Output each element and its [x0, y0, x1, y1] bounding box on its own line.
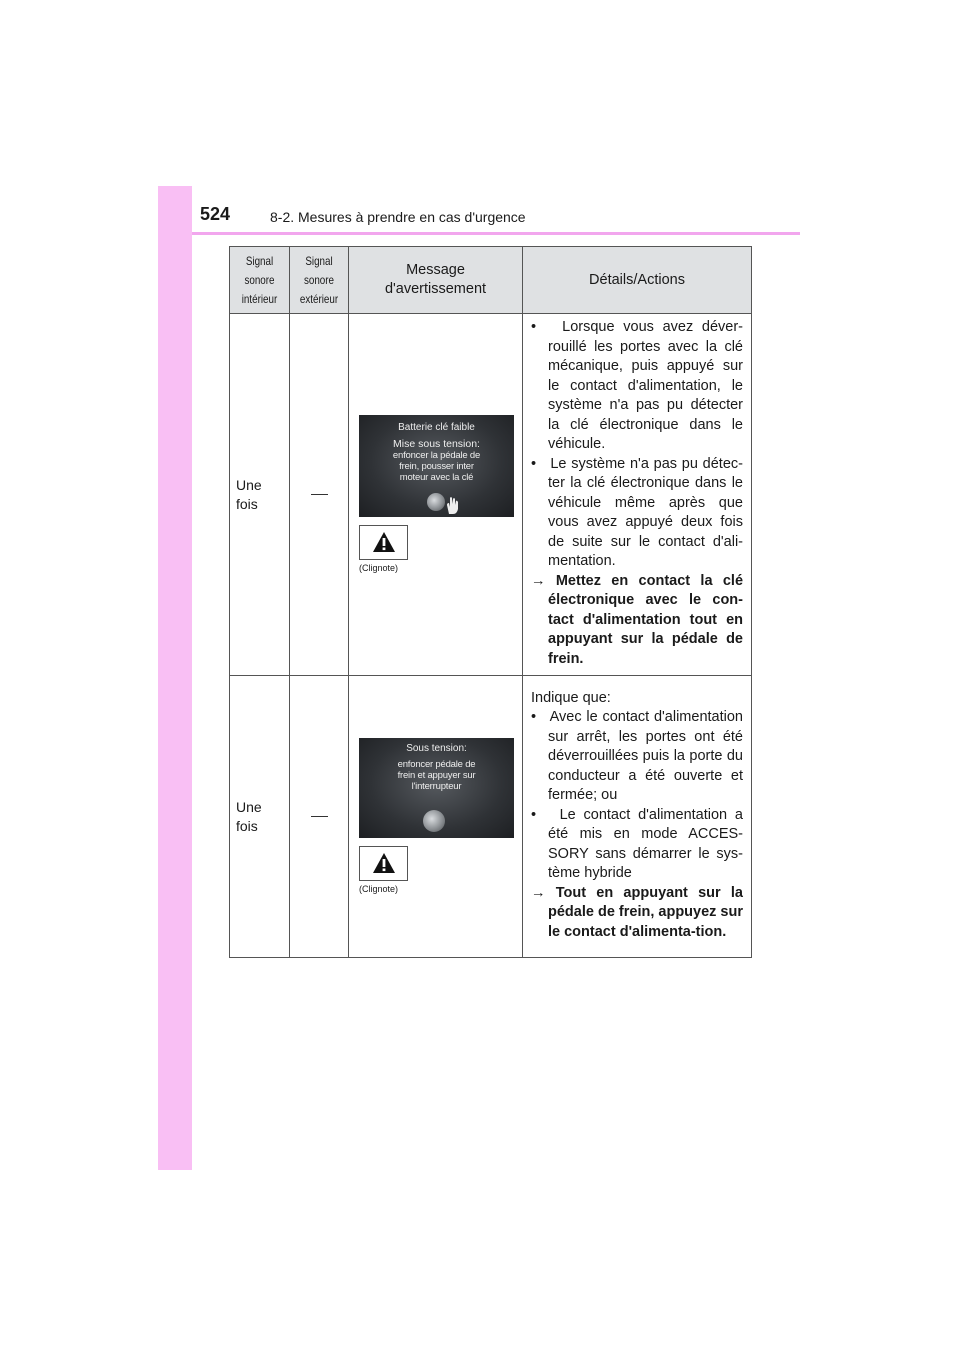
- list-item: • Le contact d'alimentation a été mis en mode ACCES-SORY sans démarrer le sys-tème hybride: [531, 806, 743, 882]
- message-cell: [349, 676, 523, 958]
- message-cell: [349, 314, 523, 676]
- list-item: • Le système n'a pas pu détec-ter la clé électronique dans le véhicule même après que vous avez appuyé deux fois de suite sur le contact d'ali-mentation.: [531, 455, 743, 569]
- chapter-tab-band: [158, 186, 192, 1170]
- action-text: → Mettez en contact la clé électronique avec le con-tact d'alimentation tout en appuyant sur la pédale de frein.: [531, 572, 744, 667]
- col-header-details: Détails/Actions: [523, 247, 752, 314]
- dash-mark: [311, 816, 328, 817]
- blink-label: (Clignote): [359, 884, 399, 894]
- exterior-buzzer-cell: [290, 676, 349, 958]
- exterior-buzzer-cell: [290, 314, 349, 676]
- interior-buzzer-cell: Une fois: [230, 676, 290, 958]
- blink-label: (Clignote): [359, 563, 399, 573]
- list-item: • Avec le contact d'alimentation sur arrêt, les portes ont été déverrouillées puis la porte du conducteur a été ouverte et fermée; ou: [531, 709, 743, 804]
- table-row: [230, 314, 752, 676]
- master-warning-indicator: [359, 846, 408, 881]
- display-screen: Sous tension: enfoncer pédale de frein et appuyer sur l'interrupteur: [359, 738, 514, 838]
- display-screen: Batterie clé faible Mise sous tension: enfoncer la pédale de frein, pousser inter moteur avec la clé: [359, 415, 514, 517]
- interior-buzzer-cell: Une fois: [230, 314, 290, 676]
- col-header-exterior-buzzer: Signal sonore extérieur: [290, 247, 349, 314]
- details-cell: [523, 314, 752, 676]
- details-cell: [523, 676, 752, 958]
- col-header-interior-buzzer: Signal sonore intérieur: [230, 247, 290, 314]
- dash-mark: [311, 494, 328, 495]
- list-item: • Lorsque vous avez déver-rouillé les portes avec la clé mécanique, puis appuyé sur le contact d'alimentation, le système n'a pas pu détecter la clé électronique dans le véhicule.: [531, 319, 743, 452]
- intro-text: Indique que:: [531, 689, 611, 706]
- header-rule: [192, 232, 800, 235]
- warning-table: [229, 246, 752, 958]
- warning-triangle-icon: [372, 852, 396, 874]
- warning-triangle-icon: [372, 531, 396, 553]
- page-number: 524: [200, 204, 231, 224]
- col-header-warning-message: Message d'avertissement: [349, 247, 523, 314]
- table-header-row: [230, 247, 752, 314]
- master-warning-indicator: [359, 525, 408, 560]
- table-row: [230, 676, 752, 958]
- action-text: → Tout en appuyant sur la pédale de frein, appuyez sur le contact d'alimenta-tion.: [531, 884, 744, 940]
- hand-icon: [443, 495, 461, 515]
- power-button-icon: [423, 810, 445, 832]
- section-title: 8-2. Mesures à prendre en cas d'urgence: [270, 209, 526, 225]
